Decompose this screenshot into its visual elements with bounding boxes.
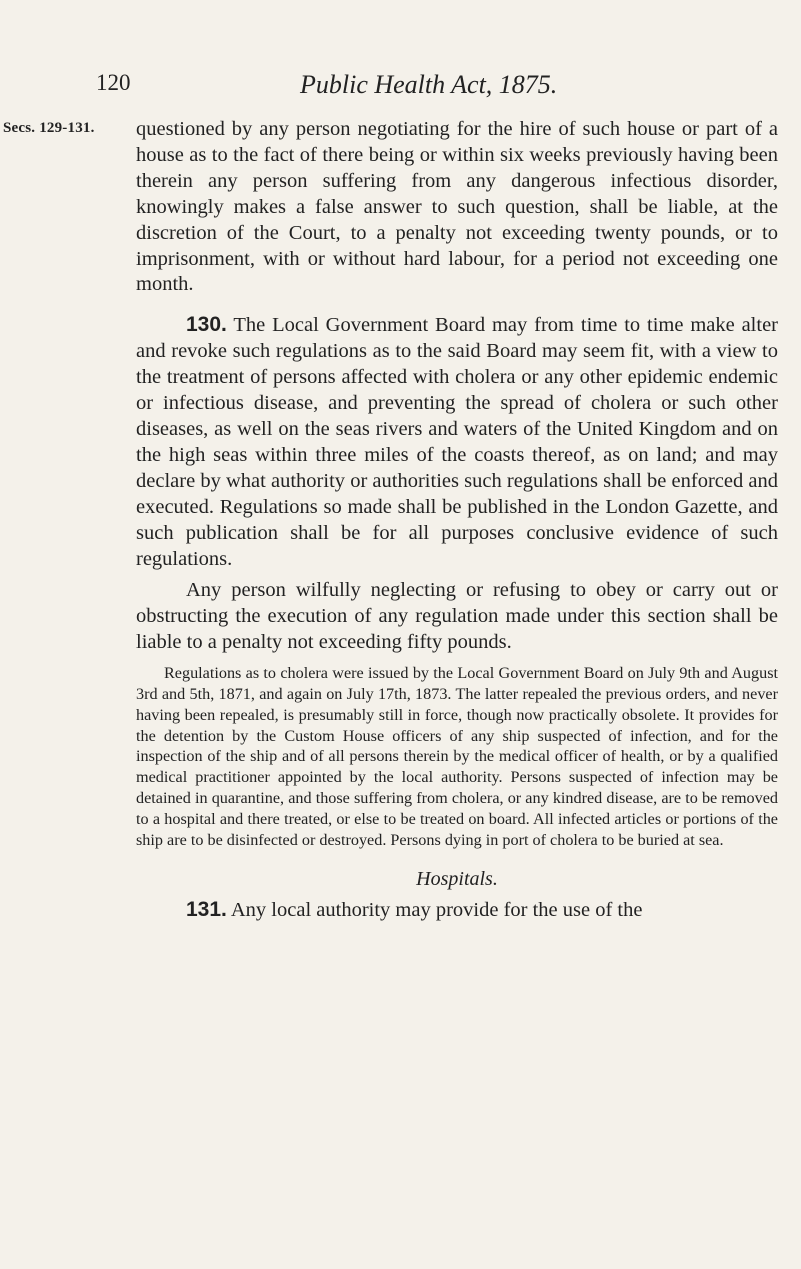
penalty-paragraph: Any person wilfully neglecting or refusing to obey or carry out or obstructing the execution of any regulation made under this section shall be liable to a penalty not exceeding fifty pounds. <box>136 579 778 654</box>
page-body <box>136 117 778 924</box>
page-header <box>0 70 801 110</box>
section-number-131: 131. <box>186 898 227 922</box>
section-131 <box>136 897 778 924</box>
subheading-hospitals: Hospitals. <box>416 868 498 891</box>
page-number: 120 <box>96 70 131 95</box>
section-130-text: The Local Government Board may from time to time make alter and revoke such regulations as to the said Board may seem fit, with a view to the treatment of persons affected with cholera or any other epidemic endemic or infectious disease, and preventing the spread of cholera or such other diseases, as well on the seas rivers and waters of the United Kingdom and on the high seas within three miles of the coasts thereof, as on land; and may declare by what authority or authorities such regulations shall be enforced and executed. Regulations so made shall be published in the London Gazette, and such publication shall be for all purposes conclusive evidence of such regulations. <box>136 314 779 570</box>
paragraph-continuation: questioned by any person negotiating for the hire of such house or part of a house as to the fact of there being or within six weeks previously having been therein any person suffering from any dangerous infectious disorder, knowingly makes a false answer to such question, shall be liable, at the discretion of the Court, to a penalty not exceeding twenty pounds, or to imprisonment, with or without hard labour, for a period not exceeding one month. <box>136 118 778 296</box>
section-number-130: 130. <box>186 313 227 337</box>
editorial-note: Regulations as to cholera were issued by the Local Government Board on July 9th and August 3rd and 5th, 1871, and again on July 17th, 1873. The latter repealed the previous orders, and never having been repealed, is presumably still in force, though now practically obsolete. It provides for the detention by the Custom House officers of any ship suspected of infection, and for the inspection of the ship and of all persons therein by the medical officer of health, or by a qualified medical practitioner appointed by the local authority. Persons suspected of infection may be detained in quarantine, and those suffering from cholera, or any kindred disease, are to be removed to a hospital and there treated, or else to be treated on board. All infected articles or portions of the ship are to be disinfected or destroyed. Persons dying in port of cholera to be buried at sea. <box>136 664 778 849</box>
section-131-text: Any local authority may provide for the use of the <box>230 899 643 922</box>
section-130 <box>136 312 778 572</box>
section-side-reference: Secs. 129-131. <box>3 120 95 136</box>
running-title: Public Health Act, 1875. <box>300 70 558 99</box>
